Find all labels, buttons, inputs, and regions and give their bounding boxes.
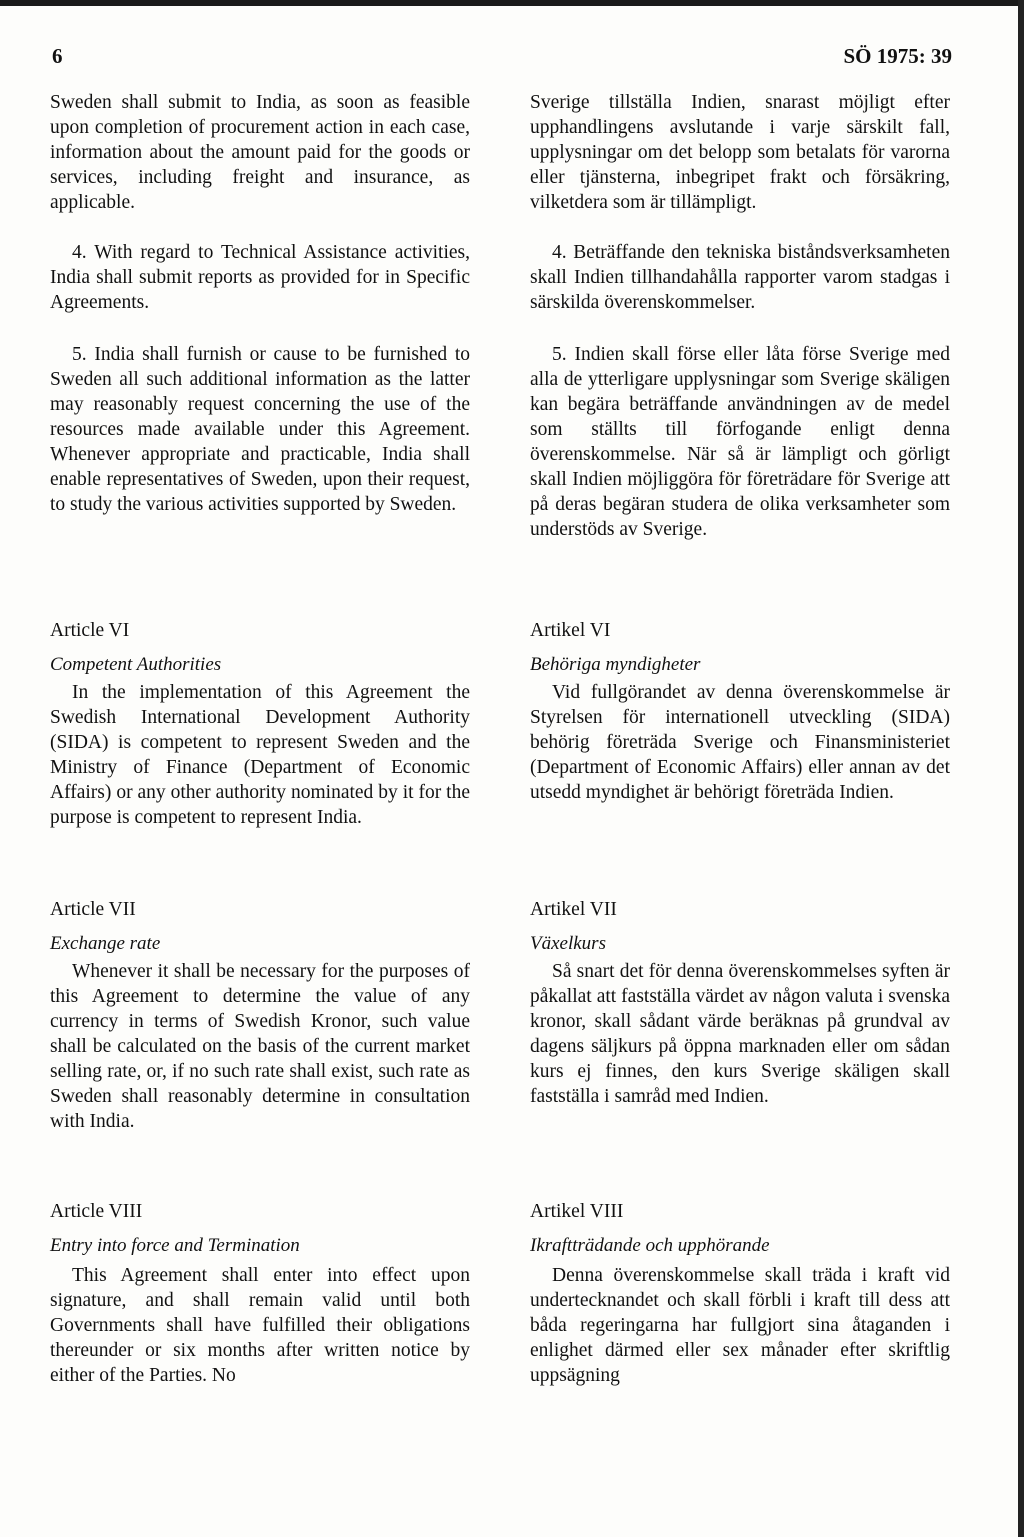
english-article-8-body [50, 1263, 470, 1388]
english-paragraph-procurement [50, 90, 470, 215]
english-article-7-subtitle: Exchange rate [50, 933, 161, 954]
english-paragraph-5 [50, 342, 470, 517]
top-border-rule [0, 0, 1024, 6]
english-article-7-body [50, 959, 470, 1134]
swedish-article-6-subtitle: Behöriga myndigheter [530, 654, 701, 675]
english-article-text: In the implementation of this Agreement the Swedish International Development Authority (SIDA) is competent to represent Sweden and the Ministry of Finance (Department of Economic Affairs) or any other authority nominated by it for the purpose is competent to represent India. [50, 682, 470, 828]
swedish-article-8-subtitle: Ikraftträdande och upphörande [530, 1235, 770, 1256]
swedish-article-text: Vid fullgörandet av denna överenskommelse är Styrelsen för internationell utveckling (SIDA) behörig företräda Sverige och Finansministeriet (Department of Economic Affairs) eller annan av det utsedd myndighet är behörigt företräda Indien. [530, 682, 950, 803]
swedish-paragraph-text: 4. Beträffande den tekniska biståndsverksamheten skall Indien tillhandahålla rapporter varom stadgas i särskilda överenskommelser. [530, 242, 950, 313]
swedish-article-text: Denna överenskommelse skall träda i kraft vid undertecknandet och skall förbli i kraft till dess att båda regeringarna har fullgjort sina åtaganden i enlighet därmed eller sex månader efter skriftlig uppsägning [530, 1265, 950, 1386]
english-article-text: Whenever it shall be necessary for the purposes of this Agreement to determine the value of any currency in terms of Swedish Kronor, such value shall be calculated on the basis of the current market selling rate, or, if no such rate shall exist, such rate as Sweden shall reasonably determine in consultation with India. [50, 961, 470, 1132]
swedish-article-8-body [530, 1263, 950, 1388]
swedish-article-6-body [530, 680, 950, 805]
swedish-paragraph-5 [530, 342, 950, 542]
swedish-paragraph-text: 5. Indien skall förse eller låta förse Sverige med alla de ytterligare upplysningar som Sverige skäligen kan begära beträffande användningen av de medel som ställts till förfogande enligt denna överenskommelse. När så är lämpligt och görligt skall Indien möjliggöra för företrädare för Sverige att på deras begäran studera de olika verksamheter som understöds av Sverige. [530, 344, 950, 540]
swedish-article-6-title: Artikel VI [530, 620, 611, 641]
swedish-paragraph-procurement [530, 90, 950, 215]
page-number: 6 [52, 44, 63, 68]
swedish-paragraph-4 [530, 240, 950, 315]
page-header [52, 44, 952, 74]
document-reference: SÖ 1975: 39 [843, 44, 952, 68]
english-paragraph-text: 5. India shall furnish or cause to be furnished to Sweden all such additional information as the latter may reasonably request concerning the use of the resources made available under this Agreement. Whenever appropriate and practicable, India shall enable representatives of Sweden, upon their request, to study the various activities supported by Sweden. [50, 344, 470, 515]
english-paragraph-text: Sweden shall submit to India, as soon as feasible upon completion of procurement action in each case, information about the amount paid for the goods or services, including freight and insurance, as applicable. [50, 92, 470, 213]
swedish-article-7-subtitle: Växelkurs [530, 933, 606, 954]
swedish-article-7-body [530, 959, 950, 1109]
english-article-text: This Agreement shall enter into effect upon signature, and shall remain valid until both Governments shall have fulfilled their obligations thereunder or six months after written notice by either of the Parties. No [50, 1265, 470, 1386]
swedish-article-8-title: Artikel VIII [530, 1201, 624, 1222]
swedish-article-text: Så snart det för denna överenskommelses syften är påkallat att fastställa värdet av någon valuta i svenska kronor, skall sådant värde beräknas på grundval av dagens säljkurs på öppna marknaden eller om sådan kurs ej finnes, den kurs Sverige skäligen skall fastställa i samråd med Indien. [530, 961, 950, 1107]
right-border-rule [1018, 0, 1024, 1537]
english-paragraph-4 [50, 240, 470, 315]
english-article-8-title: Article VIII [50, 1201, 143, 1222]
english-article-8-subtitle: Entry into force and Termination [50, 1235, 300, 1256]
english-article-6-subtitle: Competent Authorities [50, 654, 222, 675]
english-article-6-body [50, 680, 470, 830]
swedish-paragraph-text: Sverige tillställa Indien, snarast möjligt efter upphandlingens avslutande i varje särskilt fall, upplysningar om det belopp som betalats för varorna eller tjänsterna, inbegripet frakt och försäkring, vilketdera som är tillämpligt. [530, 92, 950, 213]
swedish-article-7-title: Artikel VII [530, 899, 617, 920]
english-paragraph-text: 4. With regard to Technical Assistance activities, India shall submit reports as provided for in Specific Agreements. [50, 242, 470, 313]
english-article-6-title: Article VI [50, 620, 130, 641]
english-article-7-title: Article VII [50, 899, 136, 920]
